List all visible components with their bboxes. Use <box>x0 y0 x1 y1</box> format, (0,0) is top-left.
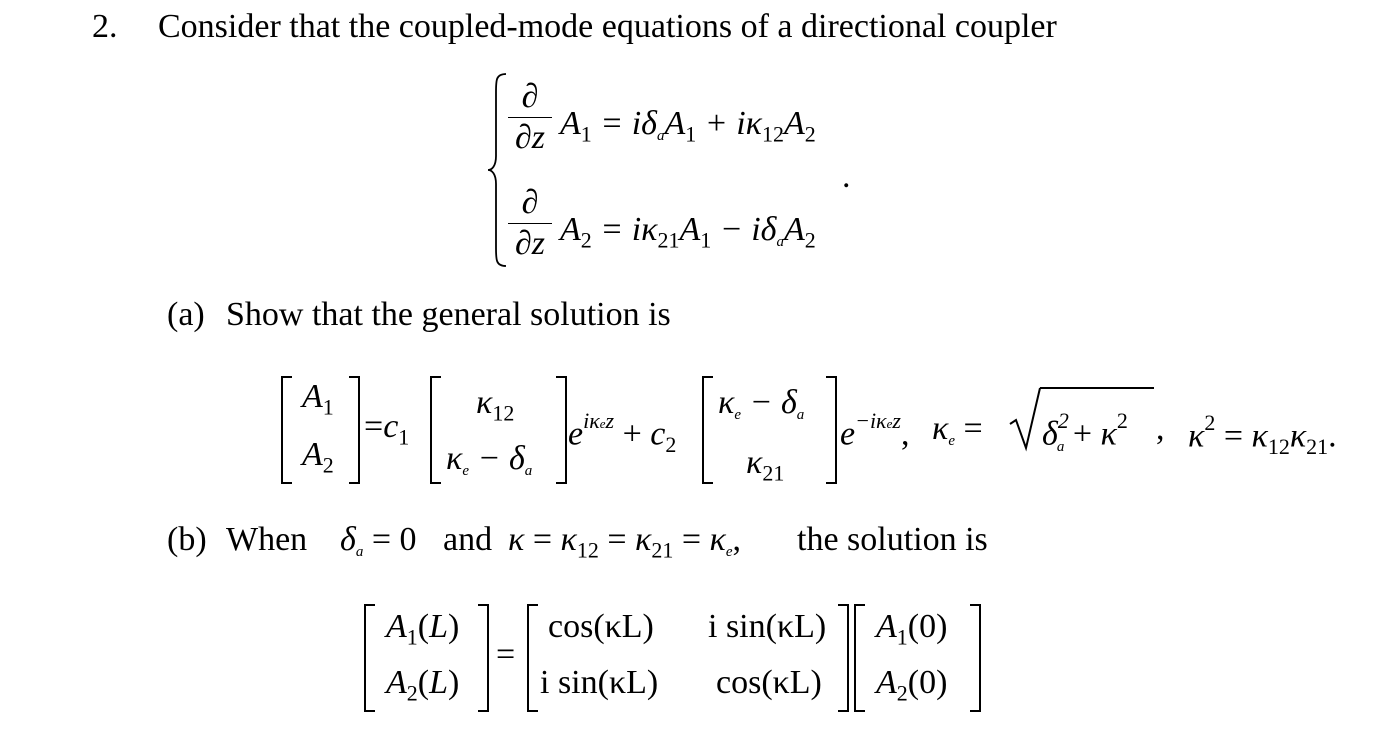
part-b-when: When <box>226 521 308 558</box>
exp-positive-plus-c2: $e^{i\kappa ez} + c_2$ <box>568 408 677 458</box>
part-b-and: and <box>443 521 493 558</box>
left-brace <box>486 72 508 268</box>
matrix-bracket-right <box>349 376 360 484</box>
derivative-fraction-1: ∂ ∂z <box>508 80 552 155</box>
sqrt-radicand: $\delta^2a + \kappa^2$ <box>1042 408 1128 455</box>
matrix-bracket-left <box>527 604 538 712</box>
delta-a-zero: δa = 0 <box>340 521 417 560</box>
vector-a1-l: $A_1(L)$ <box>386 608 460 650</box>
matrix-m22: cos(κL) <box>716 664 822 701</box>
equation-1: $A_1 = i\delta aA_1 + i\kappa_{12}A_2$ <box>560 105 816 147</box>
equals-sign: = <box>496 636 516 673</box>
vector-a1-0: $A_1(0)$ <box>876 608 948 650</box>
vector-a2: $A_2$ <box>302 436 334 478</box>
vector-a2-0: $A_2(0)$ <box>876 664 948 706</box>
problem-number: 2. <box>92 8 118 45</box>
kappa-e-definition: κe = <box>932 410 983 449</box>
kappa-equalities: $\kappa = \kappa_{12} = \kappa_{21} = \kappa e$, <box>508 521 742 563</box>
part-a-text: Show that the general solution is <box>226 296 671 333</box>
matrix-bracket-left <box>364 604 375 712</box>
sqrt-vinculum <box>1040 387 1154 389</box>
matrix-bracket-right <box>826 376 837 484</box>
matrix-bracket-right <box>556 376 567 484</box>
exp-negative: $e^{-i\kappa ez}$, <box>840 408 910 453</box>
part-b-label: (b) <box>167 521 207 558</box>
equation-2: $A_2 = i\kappa_{21}A_1 - i\delta aA_2$ <box>560 211 816 253</box>
kappa-squared-definition: $\kappa^2 = \kappa_{12}\kappa_{21}$. <box>1188 410 1337 460</box>
comma: , <box>1156 410 1165 447</box>
problem-statement: Consider that the coupled-mode equations of a directional coupler <box>158 8 1057 45</box>
vector-a2-l: $A_2(L)$ <box>386 664 460 706</box>
matrix-bracket-right <box>970 604 981 712</box>
vector-a1: $A_1$ <box>302 378 334 420</box>
matrix-m12: i sin(κL) <box>708 608 827 645</box>
matrix-m21: i sin(κL) <box>540 664 659 701</box>
part-b-tail: the solution is <box>797 521 988 558</box>
matrix-bracket-left <box>702 376 713 484</box>
vector-k12: $\kappa_{12}$ <box>476 384 515 426</box>
matrix-bracket-left <box>854 604 865 712</box>
part-a-label: (a) <box>167 296 205 333</box>
matrix-bracket-left <box>281 376 292 484</box>
equals-c1: $=c_1$ <box>364 408 410 450</box>
matrix-m11: cos(κL) <box>548 608 654 645</box>
derivative-fraction-2: ∂ ∂z <box>508 186 552 261</box>
sqrt-sign <box>1008 384 1042 452</box>
equation-period: . <box>842 158 851 195</box>
matrix-bracket-left <box>430 376 441 484</box>
vector-ke-minus-da: κe − δa <box>446 440 533 479</box>
vector-k21: $\kappa_{21}$ <box>746 444 785 486</box>
matrix-bracket-right <box>478 604 489 712</box>
matrix-bracket-right <box>838 604 849 712</box>
vector-ke-minus-da: κe − δa <box>718 384 805 423</box>
